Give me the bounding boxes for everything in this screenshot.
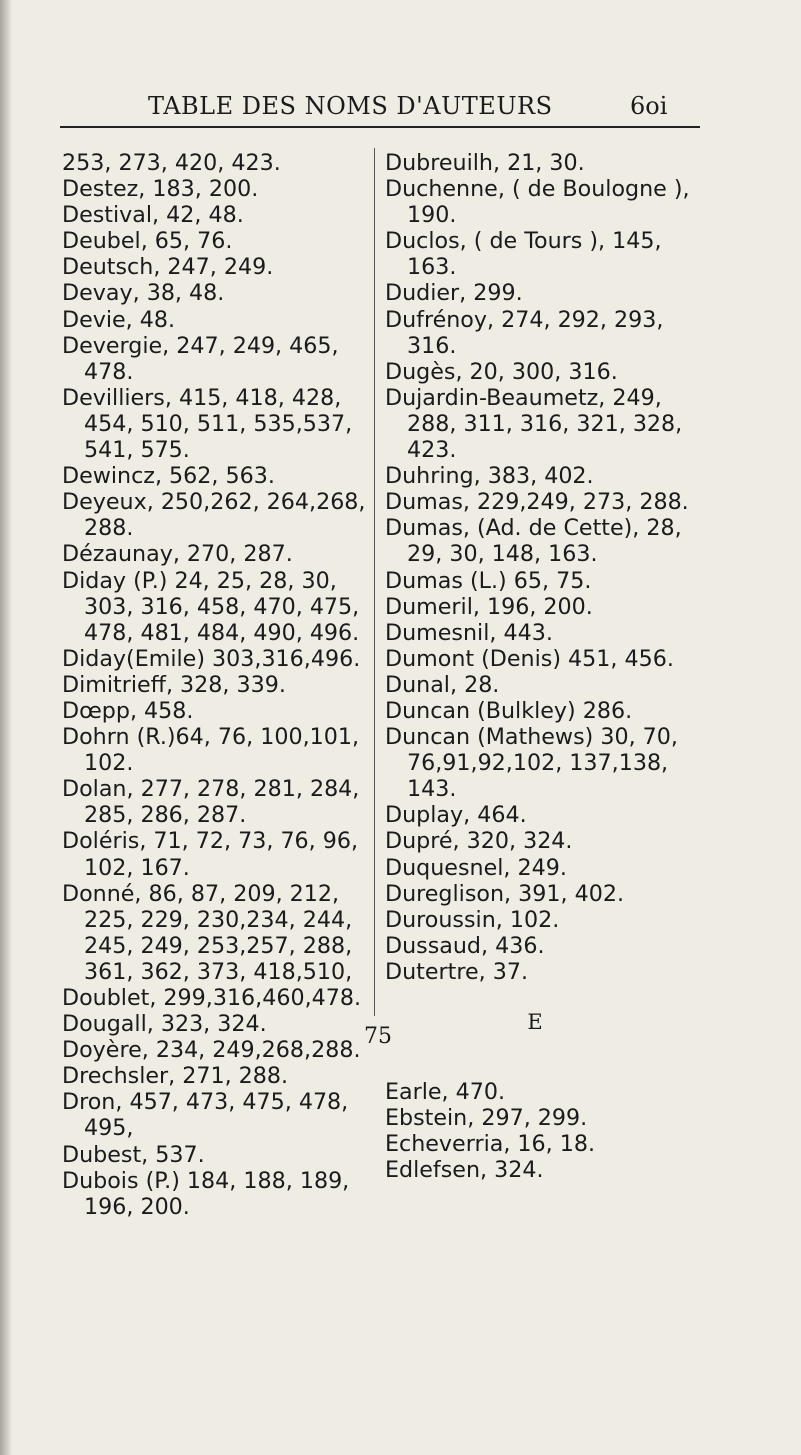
index-line: Dutertre, 37.: [385, 958, 528, 985]
index-line: Dureglison, 391, 402.: [385, 880, 625, 907]
index-line: 316.: [407, 332, 457, 359]
index-line: Dumas (L.) 65, 75.: [385, 567, 592, 594]
index-line: 361, 362, 373, 418,510,: [84, 958, 353, 985]
index-line: Dumas, 229,249, 273, 288.: [385, 489, 689, 516]
index-line: Duhring, 383, 402.: [385, 463, 594, 490]
index-line: Dujardin-Beaumetz, 249,: [385, 384, 662, 411]
index-line: 478.: [84, 358, 134, 385]
index-line: Dugès, 20, 300, 316.: [385, 358, 618, 385]
index-line: Doyère, 234, 249,268,288.: [62, 1037, 361, 1064]
page-header: [100, 92, 720, 124]
index-line: Dézaunay, 270, 287.: [62, 541, 293, 568]
index-line: Echeverria, 16, 18.: [385, 1131, 596, 1158]
index-line: 454, 510, 511, 535,537,: [84, 410, 353, 437]
index-line: 245, 249, 253,257, 288,: [84, 932, 353, 959]
index-line: 288.: [84, 515, 134, 542]
index-line: Dunal, 28.: [385, 671, 500, 698]
index-line: Dufrénoy, 274, 292, 293,: [385, 306, 664, 333]
index-line: Devergie, 247, 249, 465,: [62, 332, 339, 359]
index-line: 102.: [84, 750, 134, 777]
index-line: Dolan, 277, 278, 281, 284,: [62, 776, 360, 803]
index-line: Duchenne, ( de Boulogne ),: [385, 176, 690, 203]
index-line: Dumont (Denis) 451, 456.: [385, 645, 674, 672]
index-line: Deubel, 65, 76.: [62, 228, 233, 255]
index-line: Duplay, 464.: [385, 802, 527, 829]
index-line: Dewincz, 562, 563.: [62, 463, 275, 490]
index-line: 253, 273, 420, 423.: [62, 150, 281, 176]
index-line: Devilliers, 415, 418, 428,: [62, 384, 342, 411]
index-line: 163.: [407, 254, 457, 281]
index-line: Dubest, 537.: [62, 1141, 205, 1168]
column-divider: [374, 148, 375, 1016]
index-line: Diday(Emile) 303,316,496.: [62, 645, 361, 672]
page-number: 6oi: [630, 92, 668, 120]
page-edge: [0, 0, 12, 1455]
index-line: 495,: [84, 1115, 134, 1142]
left-column: [62, 150, 370, 1220]
header-rule: [60, 126, 700, 128]
index-line: Dimitrieff, 328, 339.: [62, 671, 286, 698]
right-column-d-entries: [385, 150, 725, 985]
index-line: Dussaud, 436.: [385, 932, 545, 959]
index-line: 423.: [407, 437, 457, 464]
index-line: Duclos, ( de Tours ), 145,: [385, 228, 662, 255]
index-line: Drechsler, 271, 288.: [62, 1063, 289, 1090]
index-line: Dubois (P.) 184, 188, 189,: [62, 1167, 350, 1194]
index-line: Dudier, 299.: [385, 280, 523, 307]
index-line: 303, 316, 458, 470, 475,: [84, 593, 360, 620]
index-line: Destival, 42, 48.: [62, 202, 244, 229]
index-line: Deutsch, 247, 249.: [62, 254, 274, 281]
index-line: Dœpp, 458.: [62, 697, 194, 724]
index-line: Deyeux, 250,262, 264,268,: [62, 489, 366, 516]
index-line: Dubreuilh, 21, 30.: [385, 150, 585, 176]
index-line: Doléris, 71, 72, 73, 76, 96,: [62, 828, 359, 855]
right-column-e-entries: [385, 1079, 725, 1183]
index-line: Duquesnel, 249.: [385, 854, 567, 881]
signature-mark: 75: [364, 1024, 392, 1049]
section-letter: E: [527, 1010, 543, 1034]
index-line: Duroussin, 102.: [385, 906, 560, 933]
index-line: Dumeril, 196, 200.: [385, 593, 593, 620]
index-line: Dumesnil, 443.: [385, 619, 553, 646]
index-line: 190.: [407, 202, 457, 229]
index-line: 225, 229, 230,234, 244,: [84, 906, 353, 933]
index-line: Dohrn (R.)64, 76, 100,101,: [62, 724, 360, 751]
index-line: Dougall, 323, 324.: [62, 1011, 267, 1038]
index-line: Devie, 48.: [62, 306, 176, 333]
index-line: 285, 286, 287.: [84, 802, 247, 829]
index-line: Ebstein, 297, 299.: [385, 1105, 588, 1132]
index-line: Edlefsen, 324.: [385, 1157, 544, 1184]
index-line: 288, 311, 316, 321, 328,: [407, 410, 683, 437]
index-line: Destez, 183, 200.: [62, 176, 259, 203]
right-column: [385, 150, 725, 1183]
index-line: Duncan (Bulkley) 286.: [385, 697, 633, 724]
index-line: 478, 481, 484, 490, 496.: [84, 619, 360, 646]
index-line: Dumas, (Ad. de Cette), 28,: [385, 515, 682, 542]
index-line: 143.: [407, 776, 457, 803]
index-line: Dron, 457, 473, 475, 478,: [62, 1089, 349, 1116]
index-line: Dupré, 320, 324.: [385, 828, 573, 855]
index-line: Earle, 470.: [385, 1079, 506, 1106]
index-line: 541, 575.: [84, 437, 190, 464]
index-line: Devay, 38, 48.: [62, 280, 225, 307]
index-line: Duncan (Mathews) 30, 70,: [385, 724, 678, 751]
index-line: 102, 167.: [84, 854, 190, 881]
index-line: Donné, 86, 87, 209, 212,: [62, 880, 340, 907]
index-line: 29, 30, 148, 163.: [407, 541, 598, 568]
index-line: 196, 200.: [84, 1193, 190, 1220]
index-line: Diday (P.) 24, 25, 28, 30,: [62, 567, 337, 594]
index-line: 76,91,92,102, 137,138,: [407, 750, 669, 777]
header-title: TABLE DES NOMS D'AUTEURS: [148, 92, 553, 120]
index-line: Doublet, 299,316,460,478.: [62, 985, 362, 1011]
